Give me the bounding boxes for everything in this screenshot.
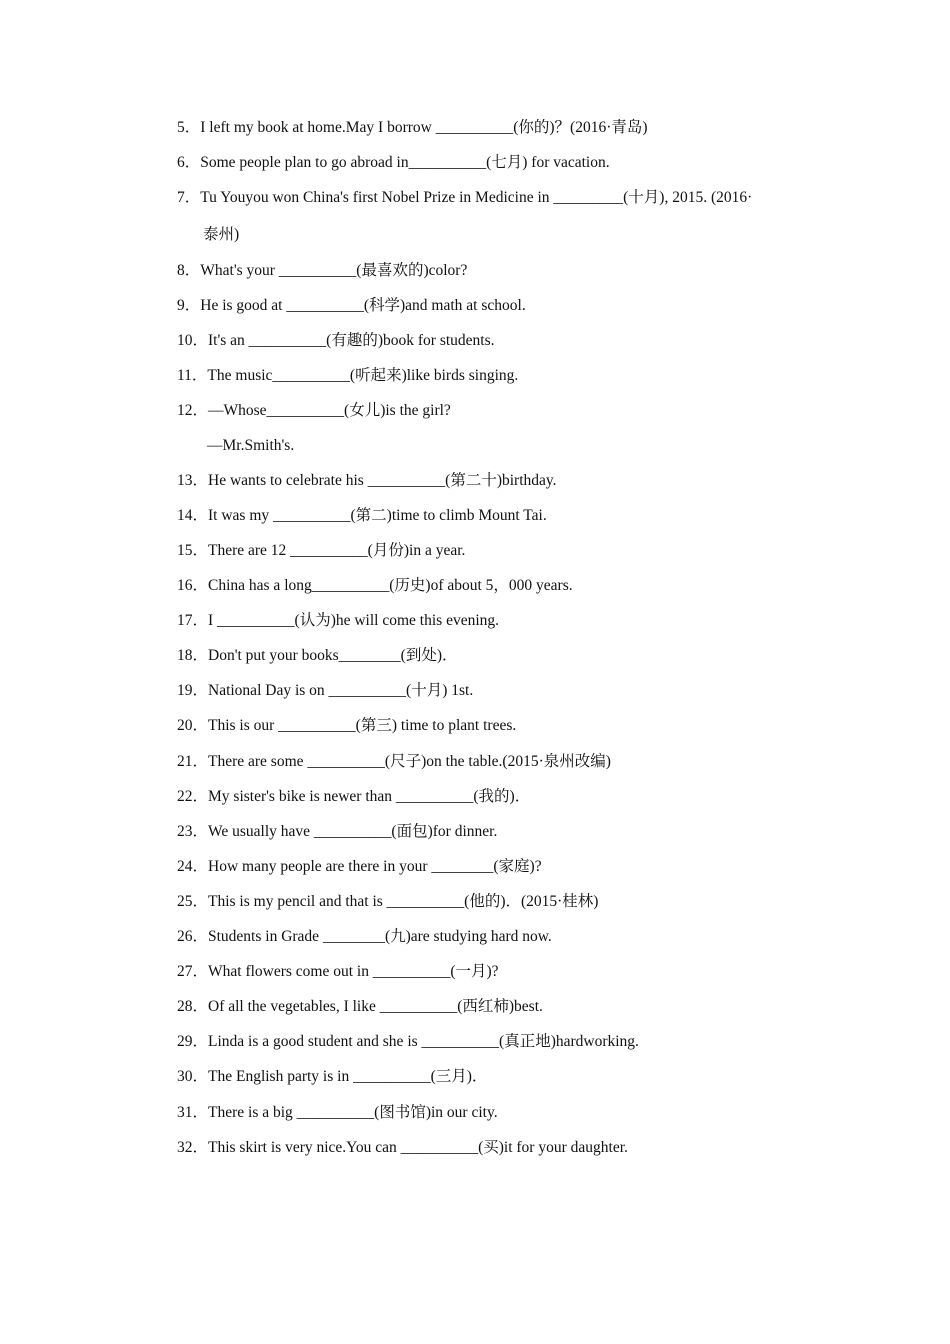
exercise-18: 18．Don't put your books________(到处)． — [177, 647, 458, 664]
exercise-12-reply: —Mr.Smith's. — [207, 437, 295, 454]
exercise-25: 25．This is my pencil and that is __________(他的)．(2015·桂林) — [177, 893, 599, 910]
exercise-9: 9．He is good at __________(科学)and math at school. — [177, 297, 526, 314]
exercise-10: 10．It's an __________(有趣的)book for students. — [177, 332, 495, 349]
exercise-31: 31．There is a big __________(图书馆)in our city. — [177, 1104, 498, 1121]
exercise-14: 14．It was my __________(第二)time to climb Mount Tai. — [177, 507, 547, 524]
exercise-24: 24．How many people are there in your ________(家庭)? — [177, 858, 542, 875]
exercise-20: 20．This is our __________(第三) time to plant trees. — [177, 717, 517, 734]
exercise-28: 28．Of all the vegetables, I like __________(西红柿)best. — [177, 998, 543, 1015]
exercise-16: 16．China has a long__________(历史)of about 5，000 years. — [177, 577, 573, 594]
exercise-19: 19．National Day is on __________(十月) 1st. — [177, 682, 474, 699]
exercise-7: 7．Tu Youyou won China's first Nobel Prize in Medicine in _________(十月), 2015. (2016· — [177, 189, 753, 206]
exercise-29: 29．Linda is a good student and she is __________(真正地)hardworking. — [177, 1033, 639, 1050]
exercise-5: 5．I left my book at home.May I borrow __________(你的)？(2016·青岛) — [177, 119, 648, 136]
exercise-21: 21．There are some __________(尺子)on the table.(2015·泉州改编) — [177, 753, 611, 770]
exercise-30: 30．The English party is in __________(三月)． — [177, 1068, 488, 1085]
exercise-15: 15．There are 12 __________(月份)in a year. — [177, 542, 466, 559]
exercise-22: 22．My sister's bike is newer than __________(我的)． — [177, 788, 531, 805]
exercise-8: 8．What's your __________(最喜欢的)color? — [177, 262, 468, 279]
exercise-7-continuation: 泰州) — [203, 226, 240, 243]
exercise-23: 23．We usually have __________(面包)for dinner. — [177, 823, 498, 840]
exercise-13: 13．He wants to celebrate his __________(第二十)birthday. — [177, 472, 557, 489]
exercise-6: 6．Some people plan to go abroad in__________(七月) for vacation. — [177, 154, 610, 171]
exercise-17: 17．I __________(认为)he will come this evening. — [177, 612, 500, 629]
exercise-11: 11．The music__________(听起来)like birds singing. — [177, 367, 519, 384]
exercise-26: 26．Students in Grade ________(九)are studying hard now. — [177, 928, 552, 945]
exercise-12: 12．—Whose__________(女儿)is the girl? — [177, 402, 451, 419]
exercise-32: 32．This skirt is very nice.You can __________(买)it for your daughter. — [177, 1139, 628, 1156]
exercise-27: 27．What flowers come out in __________(一月)? — [177, 963, 499, 980]
